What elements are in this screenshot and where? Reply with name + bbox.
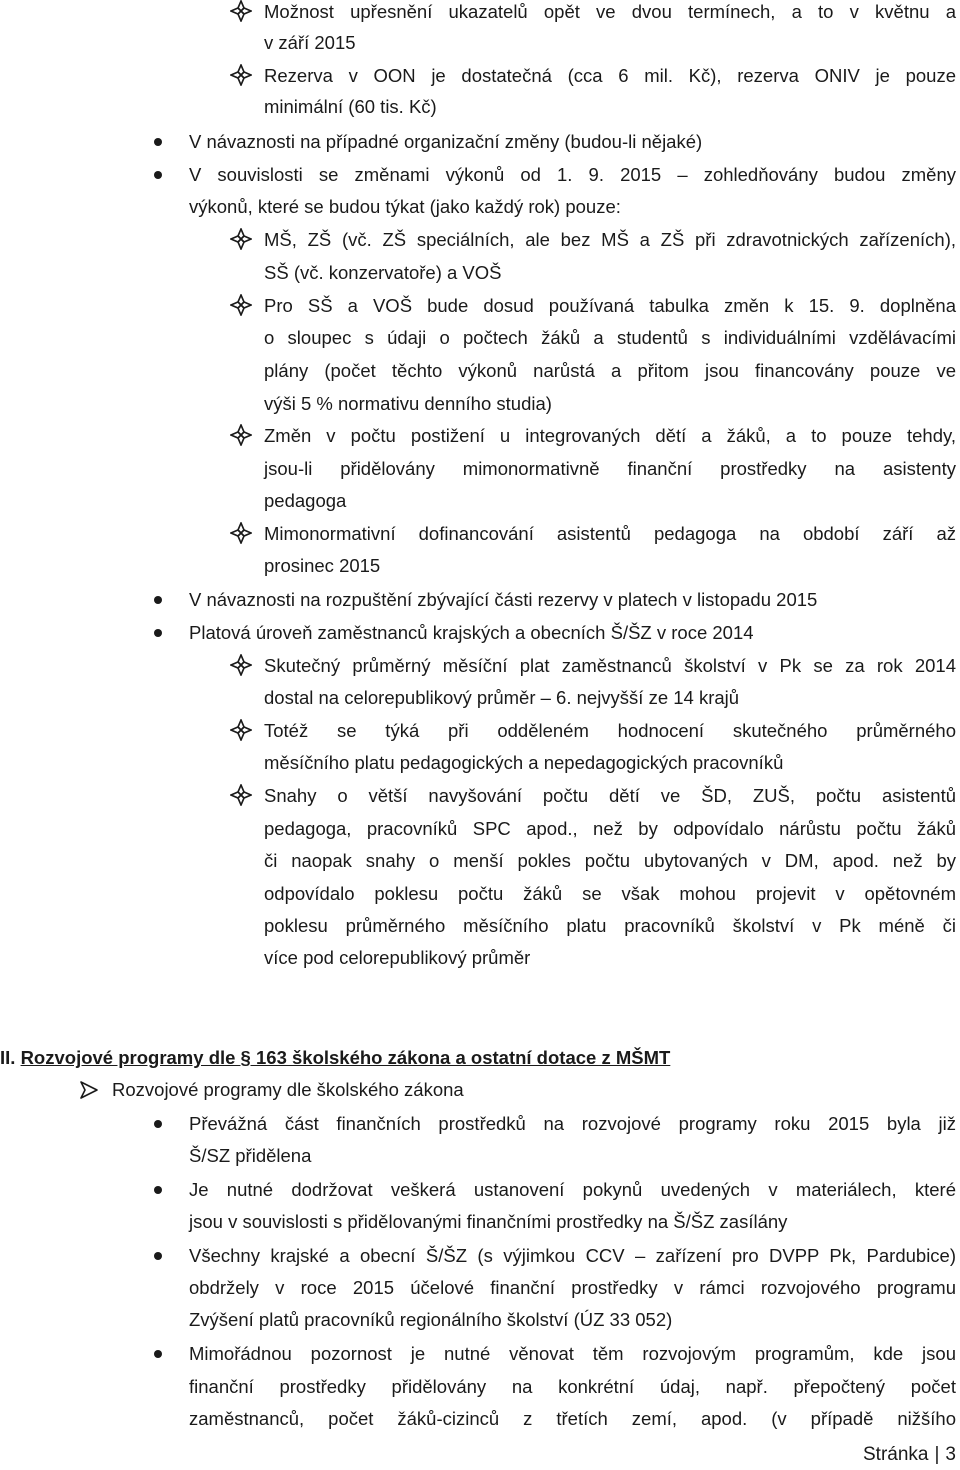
- text-line: odpovídalo poklesu počtu žáků se však mohou projevit v opětovném: [264, 883, 956, 904]
- text-line: o sloupec s údaji o počtech žáků a studentů s individuálními vzdělávacími: [264, 327, 956, 348]
- text-line: Je nutné dodržovat veškerá ustanovení pokynů uvedených v materiálech, které: [189, 1179, 956, 1200]
- text-line: v září 2015: [264, 32, 356, 53]
- text-line: obdržely v roce 2015 účelové finanční prostředky v rámci rozvojového programu: [189, 1277, 956, 1298]
- text-line: Snahy o větší navyšování počtu dětí ve ŠD, ZUŠ, počtu asistentů: [264, 785, 956, 806]
- subheading: Rozvojové programy dle školského zákona: [112, 1079, 464, 1100]
- text-line: pedagoga: [264, 490, 347, 511]
- text-line: finanční prostředky přidělovány na konkrétní údaj, např. přepočtený počet: [189, 1376, 956, 1397]
- text-line: MŠ, ZŠ (vč. ZŠ speciálních, ale bez MŠ a ZŠ při zdravotnických zařízeních),: [264, 229, 956, 250]
- text-line: prosinec 2015: [264, 555, 381, 576]
- text-line: pedagoga, pracovníků SPC apod., než by odpovídalo nárůstu počtu žáků: [264, 818, 956, 839]
- text-line: více pod celorepublikový průměr: [264, 947, 531, 968]
- text-line: Platová úroveň zaměstnanců krajských a obecních Š/ŠZ v roce 2014: [189, 622, 754, 643]
- round-bullet-icon: [154, 629, 162, 637]
- page-footer: [863, 1443, 956, 1467]
- page-label: Stránka: [863, 1444, 929, 1465]
- round-bullet-icon: [154, 596, 162, 604]
- text-line: Změn v počtu postižení u integrovaných dětí a žáků, a to pouze tehdy,: [264, 425, 956, 446]
- diamond-bullet-icon: [230, 719, 252, 741]
- round-bullet-icon: [154, 1120, 162, 1128]
- text-line: Rezerva v OON je dostatečná (cca 6 mil. Kč), rezerva ONIV je pouze: [264, 65, 956, 86]
- text-line: Převážná část finančních prostředků na rozvojové programy roku 2015 byla již: [189, 1113, 956, 1134]
- text-line: poklesu průměrného měsíčního platu pracovníků školství v Pk méně či: [264, 915, 956, 936]
- text-line: Zvýšení platů pracovníků regionálního školství (ÚZ 33 052): [189, 1309, 673, 1330]
- text-line: plány (počet těchto výkonů narůstá a přitom jsou financovány pouze ve: [264, 360, 956, 381]
- text-line: Všechny krajské a obecní Š/ŠZ (s výjimkou CCV – zařízení pro DVPP Pk, Pardubice): [189, 1245, 956, 1266]
- diamond-bullet-icon: [230, 294, 252, 316]
- round-bullet-icon: [154, 171, 162, 179]
- text-line: V návaznosti na rozpuštění zbývající části rezervy v platech v listopadu 2015: [189, 589, 818, 610]
- text-line: minimální (60 tis. Kč): [264, 96, 437, 117]
- text-line: Š/SZ přidělena: [189, 1145, 312, 1166]
- section-title: Rozvojové programy dle § 163 školského zákona a ostatní dotace z MŠMT: [20, 1047, 671, 1068]
- diamond-bullet-icon: [230, 228, 252, 250]
- diamond-bullet-icon: [230, 784, 252, 806]
- section-heading: [0, 1046, 670, 1070]
- diamond-bullet-icon: [230, 522, 252, 544]
- text-line: jsou-li přidělovány mimonormativně finanční prostředky na asistenty: [264, 458, 956, 479]
- text-line: V souvislosti se změnami výkonů od 1. 9. 2015 – zohledňovány budou změny: [189, 164, 956, 185]
- round-bullet-icon: [154, 1350, 162, 1358]
- text-line: zaměstnanců, počet žáků-cizinců z třetích zemí, apod. (v případě nižšího: [189, 1408, 956, 1429]
- text-line: výkonů, které se budou týkat (jako každý rok) pouze:: [189, 196, 621, 217]
- text-line: měsíčního platu pedagogických a nepedagogických pracovníků: [264, 752, 784, 773]
- round-bullet-icon: [154, 138, 162, 146]
- text-line: výši 5 % normativu denního studia): [264, 393, 552, 414]
- text-line: Totéž se týká při odděleném hodnocení skutečného průměrného: [264, 720, 956, 741]
- diamond-bullet-icon: [230, 654, 252, 676]
- text-line: Skutečný průměrný měsíční plat zaměstnanců školství v Pk se za rok 2014: [264, 655, 956, 676]
- text-line: Pro SŠ a VOŠ bude dosud používaná tabulka změn k 15. 9. doplněna: [264, 295, 956, 316]
- text-line: Mimořádnou pozornost je nutné věnovat těm rozvojovým programům, kde jsou: [189, 1343, 956, 1364]
- round-bullet-icon: [154, 1252, 162, 1260]
- text-line: jsou v souvislosti s přidělovanými finančními prostředky na Š/ŠZ zasílány: [189, 1211, 788, 1232]
- text-line: Mimonormativní dofinancování asistentů pedagoga na období září až: [264, 523, 956, 544]
- diamond-bullet-icon: [230, 0, 252, 22]
- page-number: 3: [945, 1444, 956, 1465]
- diamond-bullet-icon: [230, 424, 252, 446]
- footer-separator: |: [934, 1444, 940, 1465]
- text-line: V návaznosti na případné organizační změny (budou-li nějaké): [189, 131, 703, 152]
- arrowhead-bullet-icon: [78, 1079, 100, 1101]
- diamond-bullet-icon: [230, 64, 252, 86]
- text-line: či naopak snahy o menší pokles počtu ubytovaných v DM, apod. než by: [264, 850, 956, 871]
- text-line: Možnost upřesnění ukazatelů opět ve dvou termínech, a to v květnu a: [264, 1, 956, 22]
- round-bullet-icon: [154, 1186, 162, 1194]
- section-number: II.: [0, 1047, 16, 1068]
- text-line: SŠ (vč. konzervatoře) a VOŠ: [264, 262, 502, 283]
- text-line: dostal na celorepublikový průměr – 6. nejvyšší ze 14 krajů: [264, 687, 740, 708]
